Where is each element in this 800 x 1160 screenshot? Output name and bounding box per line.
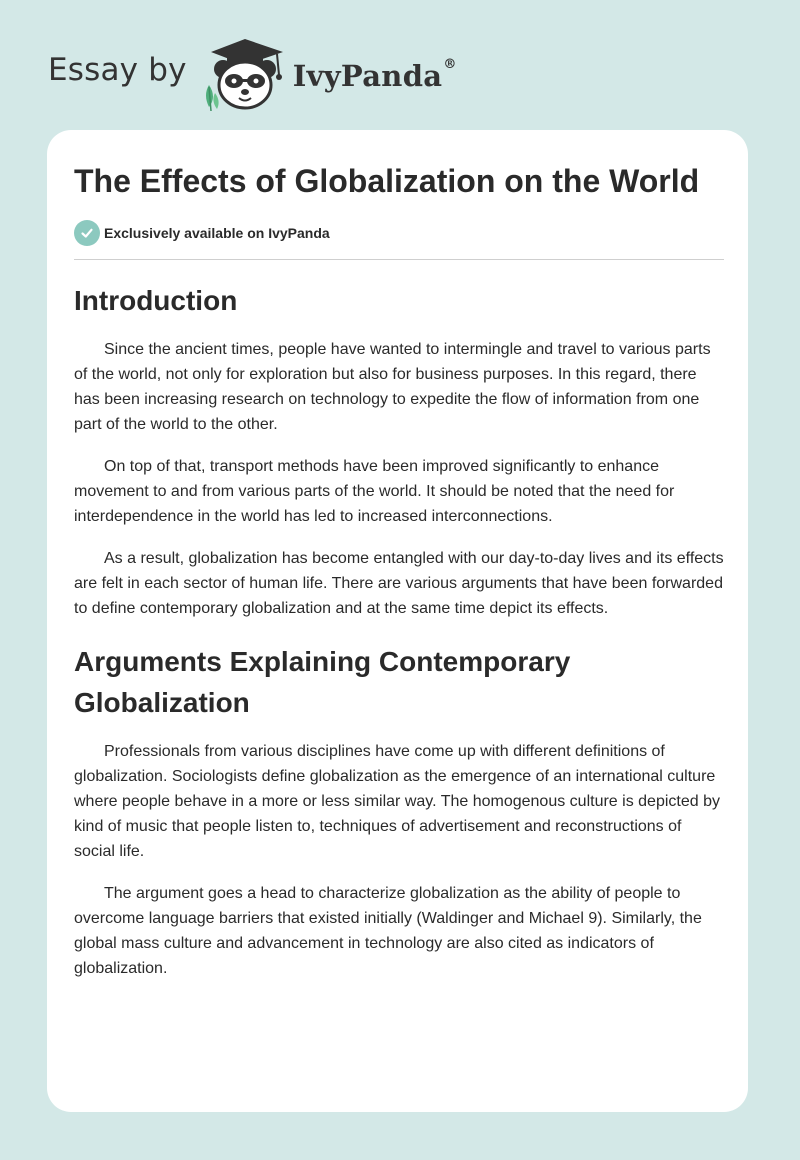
paragraph: As a result, globalization has become entangled with our day-to-day lives and its effects are felt in each sector of human life. There are various arguments that have been forwarded to define contemporary globalization and at the same time depict its effects. (74, 550, 724, 617)
section-heading-introduction: Introduction (74, 285, 238, 316)
paragraph: On top of that, transport methods have been improved significantly to enhance movement to and from various parts of the world. It should be noted that the need for interdependence in the world has led to increased interconnections. (74, 458, 675, 525)
paragraph: Since the ancient times, people have wanted to intermingle and travel to various parts of the world, not only for exploration but also for business purposes. In this regard, there has been increasing research on technology to expedite the flow of information from one part of the world to the other. (74, 341, 711, 433)
essay-by-label: Essay by (48, 52, 187, 88)
exclusive-label: Exclusively available on IvyPanda (104, 225, 330, 241)
paragraph: The argument goes a head to characterize globalization as the ability of people to overcome language barriers that existed initially (Waldinger and Michael 9). Similarly, the global mass culture and advancement in technology are also cited as indicators of globalization. (74, 885, 702, 977)
panda-graduate-icon[interactable] (201, 35, 289, 113)
brand-name[interactable] (293, 59, 457, 93)
page-title: The Effects of Globalization on the World (74, 163, 700, 199)
paragraph: Professionals from various disciplines have come up with different definitions of globalization. Sociologists define globalization as the emergence of an international culture where people behave in a more or less similar way. The homogenous culture is depicted by kind of music that people listen to, techniques of advertisement and reconstructions of social life. (74, 743, 720, 860)
essay-card (47, 130, 748, 1112)
divider (74, 259, 724, 260)
site-header (48, 34, 457, 114)
check-icon (74, 220, 100, 246)
brand-text: IvyPanda (292, 59, 443, 93)
exclusive-badge (74, 219, 724, 247)
registered-mark: ® (443, 57, 457, 72)
essay-content (74, 160, 724, 981)
section-heading-arguments: Arguments Explaining Contemporary Globalization (74, 646, 571, 718)
